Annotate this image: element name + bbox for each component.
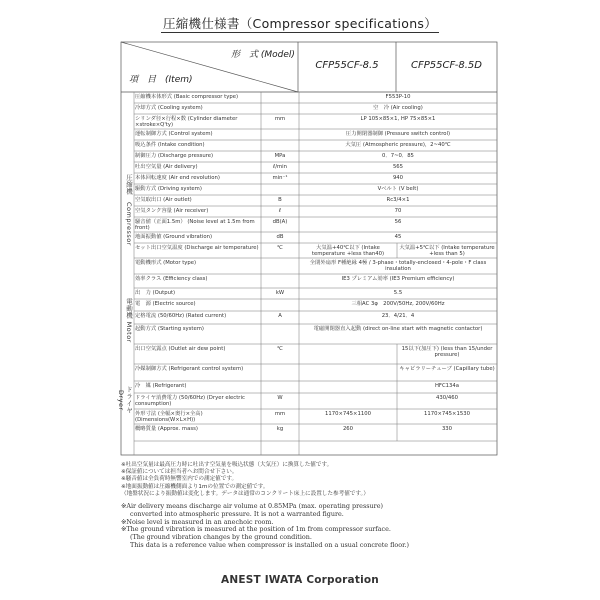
table-row xyxy=(121,395,497,409)
row-unit: dB(A) xyxy=(272,219,288,225)
row-value-model-2: 430/460 xyxy=(435,395,458,401)
row-unit: ℃ xyxy=(277,346,283,352)
row-item-label: 概略質量 (Approx. mass) xyxy=(135,426,198,432)
row-item-label: シリンダ径×行程×数 (Cylinder diameter ×stroke×Q'ty) xyxy=(135,116,238,128)
row-value: 940 xyxy=(392,175,404,181)
model-2-name: CFP55CF-8.5D xyxy=(411,60,482,71)
row-value-model-2: HFC134a xyxy=(434,383,460,389)
row-value: 三相AC 3φ 200V/50Hz, 200V/60Hz xyxy=(351,301,445,307)
row-item-label: 冷媒制御方式 (Refrigerant control system) xyxy=(135,366,244,372)
table-row xyxy=(121,260,497,274)
table-row xyxy=(121,426,497,441)
table-row xyxy=(121,94,497,103)
row-value-model-1: 大気温+40℃以下 (Intake temperature +less than40) xyxy=(311,245,385,257)
table-row xyxy=(121,313,497,324)
table-row xyxy=(121,245,497,258)
row-item-label: 効率クラス (Efficiency class) xyxy=(135,276,208,282)
row-item-label: 地面振動値 (Ground vibration) xyxy=(135,234,213,240)
row-value: 23．4/21．4 xyxy=(381,313,415,319)
table-row xyxy=(121,234,497,243)
row-value: 56 xyxy=(394,219,402,225)
row-unit: ℓ/min xyxy=(273,164,287,170)
row-item-label: 外形寸法 (全幅×奥行×全高) (Dimensions(W×L×H)) xyxy=(135,411,203,423)
note-jp: ※地面振動値は圧縮機側面より1mの位置での測定値です。 xyxy=(121,483,269,490)
row-unit: kg xyxy=(276,426,284,432)
note-jp: ※保証値については担当者へお問合せ下さい。 xyxy=(121,469,238,476)
row-item-label: 駆動方式 (Driving system) xyxy=(135,186,202,192)
note-jp: ※吐出空気量は最高圧力時に吐出す空気量を吸込状態（大気圧）に換算した値です。 xyxy=(121,462,333,468)
row-unit: kW xyxy=(275,290,285,296)
row-item-label: 冷 媒 (Refrigerant) xyxy=(135,383,187,389)
row-unit: ℃ xyxy=(277,245,283,251)
table-row xyxy=(121,131,497,140)
row-item-label: 起動方式 (Starting system) xyxy=(135,326,204,332)
section-label-dryer: ドライヤ Dryer xyxy=(117,386,133,414)
table-row xyxy=(121,326,497,344)
row-item-label: 冷却方式 (Cooling system) xyxy=(135,105,203,111)
row-value: Vベルト (V belt) xyxy=(377,186,419,192)
note-jp: ※騒音値は全負荷時無響室内での測定値です。 xyxy=(121,476,238,483)
row-unit: min⁻¹ xyxy=(272,175,288,181)
section-label-motor: 電動機 Motor xyxy=(125,297,133,343)
note-en: ※The ground vibration is measured at the position of 1m from compressor surface. xyxy=(121,525,391,534)
row-item-label: 出 力 (Output) xyxy=(135,290,176,296)
row-value: Rc3/4×1 xyxy=(386,197,410,203)
row-item-label: 制御圧力 (Discharge pressure) xyxy=(135,153,214,159)
row-unit: mm xyxy=(274,116,286,122)
row-item-label: ドライヤ消費電力 (50/60Hz) (Dryer electric consumption) xyxy=(135,395,245,407)
table-row xyxy=(121,366,497,381)
row-item-label: 本体回転速度 (Air end revolution) xyxy=(135,175,220,181)
row-item-label: 出口空気露点 (Outlet air dew point) xyxy=(135,346,226,352)
row-value: F553P-10 xyxy=(385,94,411,100)
row-item-label: 定格電流 (50/60Hz) (Rated current) xyxy=(135,313,227,319)
row-value: IE3 プレミアム効率 (IE3 Premium efficiency) xyxy=(341,276,455,282)
table-row xyxy=(121,208,497,217)
row-value: 圧力開閉器制御 (Pressure switch control) xyxy=(345,131,451,137)
row-value: 空 冷 (Air cooling) xyxy=(373,105,423,111)
row-value-model-2: 330 xyxy=(441,426,453,432)
row-value-model-2: 15以下(加圧下) (less than 15/under pressure) xyxy=(401,346,493,358)
note-en: ※Air delivery means discharge air volume at 0.85MPa (max. operating pressure) xyxy=(121,502,383,510)
row-value: 大気圧 (Atmospheric pressure)，2~40℃ xyxy=(345,142,451,148)
row-item-label: 電 源 (Electric source) xyxy=(135,301,196,307)
table-row xyxy=(121,175,497,184)
table-row xyxy=(121,290,497,299)
row-unit: B xyxy=(278,197,282,203)
row-unit: ℓ xyxy=(278,208,282,214)
row-value: 0．7~0．85 xyxy=(382,153,414,159)
row-value-model-1: 260 xyxy=(342,426,354,432)
note-en: This data is a reference value when compressor is installed on a usual concrete floor.) xyxy=(130,540,409,549)
notes-english xyxy=(121,503,501,550)
model-label: 形 式 (Model) xyxy=(231,50,295,60)
table-row xyxy=(121,301,497,311)
row-unit: W xyxy=(277,395,283,401)
row-value-model-2: 大気温+5℃以下 (Intake temperature +less than 5) xyxy=(399,245,495,257)
row-unit: dB xyxy=(276,234,284,240)
row-value-model-2: キャピラリーチューブ (Capillary tube) xyxy=(399,366,495,372)
notes-japanese xyxy=(121,462,501,498)
row-value: 全閉外扇形 F種絶縁 4極 / 3-phase・totally-enclosed・4-pole・F class insulation xyxy=(309,260,487,272)
table-row xyxy=(121,346,497,364)
row-item-label: 吸込条件 (Intake condition) xyxy=(135,142,205,148)
row-value: 45 xyxy=(394,234,402,240)
note-jp: （地盤状況により振動値は変化します。データは通常のコンクリート床上に設置した参考値です。） xyxy=(121,490,369,497)
table-row xyxy=(121,411,497,424)
row-item-label: 吐出空気量 (Air delivery) xyxy=(135,164,198,170)
row-item-label: 騒音値（正面1.5m） (Noise level at 1.5m from front) xyxy=(135,219,255,231)
table-row xyxy=(121,116,497,129)
row-item-label: 電動機形式 (Motor type) xyxy=(135,260,197,266)
row-item-label: 空気取出口 (Air outlet) xyxy=(135,197,192,203)
table-row xyxy=(121,153,497,162)
row-value: LP 105×85×1, HP 75×85×1 xyxy=(360,116,436,122)
table-row xyxy=(121,383,497,393)
row-value: 5.5 xyxy=(393,290,403,296)
model-1-name: CFP55CF-8.5 xyxy=(315,60,379,71)
row-value-model-2: 1170×745×1530 xyxy=(424,411,470,417)
table-row xyxy=(121,186,497,195)
row-item-label: 空気タンク容量 (Air receiver) xyxy=(135,208,209,214)
row-item-label: セット出口空気温度 (Discharge air temperature) xyxy=(135,245,259,251)
row-value-model-1: 1170×745×1100 xyxy=(325,411,371,417)
note-en: (The ground vibration changes by the ground condition. xyxy=(130,533,312,542)
page-title: 圧縮機仕様書（Compressor specifications） xyxy=(162,16,438,31)
company-name: ANEST IWATA Corporation xyxy=(221,574,379,586)
row-unit: mm xyxy=(274,411,286,417)
row-unit: MPa xyxy=(274,153,286,159)
section-label-compressor: 圧縮機 Compressor xyxy=(125,174,133,246)
note-en: converted into atmospheric pressure. It is not a warranted figure. xyxy=(130,509,344,518)
table-row xyxy=(121,197,497,206)
row-value: 565 xyxy=(392,164,404,170)
row-unit: A xyxy=(278,313,282,319)
row-value: 70 xyxy=(394,208,402,214)
item-label: 項 目 (Item) xyxy=(129,75,193,85)
table-row xyxy=(121,164,497,173)
table-row xyxy=(121,105,497,114)
row-value: 電磁開閉器直入起動 (direct on-line start with magnetic contactor) xyxy=(313,326,483,332)
table-row xyxy=(121,142,497,151)
table-row xyxy=(121,276,497,288)
table-row xyxy=(121,219,497,232)
note-en: ※Noise level is measured in an anechoic room. xyxy=(121,517,274,526)
row-item-label: 圧縮機本体形式 (Basic compressor type) xyxy=(135,94,239,100)
row-item-label: 運転制御方式 (Control system) xyxy=(135,131,213,137)
